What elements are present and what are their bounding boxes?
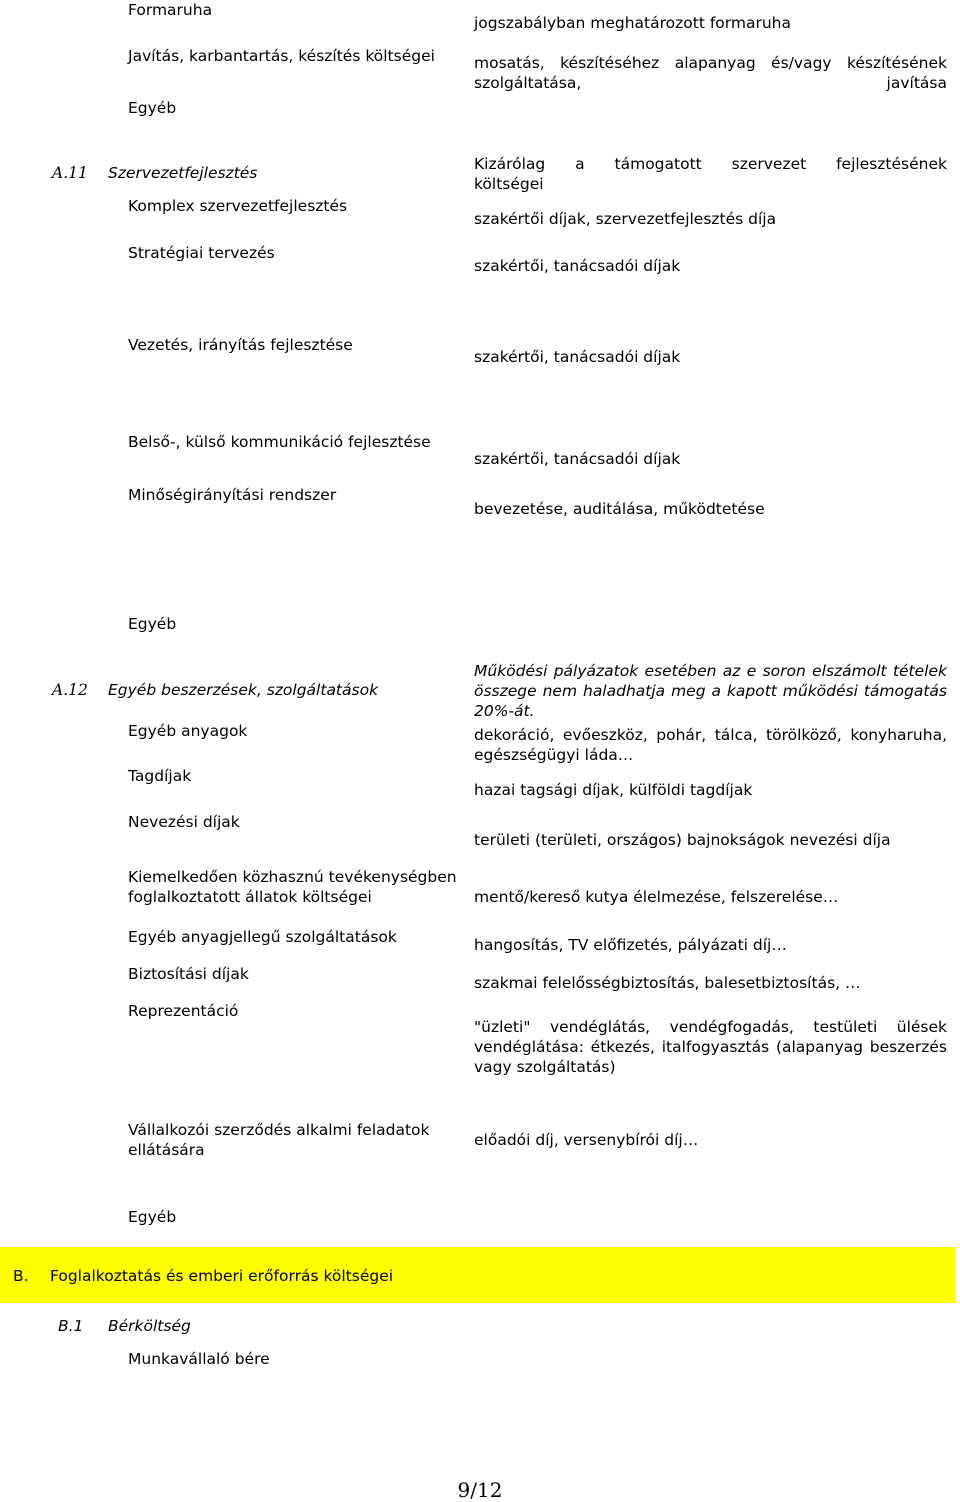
row-desc-formaruha: jogszabályban meghatározott formaruha [474, 14, 791, 32]
a11-item-desc-4: szakértői, tanácsadói díjak [474, 450, 681, 468]
a12-item-label-8: Vállalkozói szerződés alkalmi feladatok ellátására [128, 1121, 430, 1159]
a11-item-desc-5: bevezetése, auditálása, működtetése [474, 500, 765, 518]
row-label-formaruha: Formaruha [128, 1, 213, 19]
a12-item-desc-3: területi (területi, országos) bajnokságok nevezési díja [474, 831, 891, 849]
row-label-javitas: Javítás, karbantartás, készítés költségei [128, 47, 435, 65]
a12-item-desc-8: előadói díj, versenybírói díj… [474, 1131, 699, 1149]
a12-item-desc-1: dekoráció, evőeszköz, pohár, tálca, törölköző, konyharuha, egészségügyi láda… [474, 726, 947, 764]
section-title-b1: Bérköltség [108, 1317, 191, 1335]
section-code-a11: A.11 [52, 164, 88, 182]
a12-item-label-9: Egyéb [128, 1208, 177, 1226]
section-title-a12: Egyéb beszerzések, szolgáltatások [108, 681, 379, 699]
a11-item-label-5: Minőségirányítási rendszer [128, 486, 337, 504]
a12-item-desc-4: mentő/kereső kutya élelmezése, felszerelése… [474, 888, 839, 906]
section-title-a11: Szervezetfejlesztés [108, 164, 258, 182]
a12-item-desc-7: "üzleti" vendéglátás, vendégfogadás, testületi ülések vendéglátása: étkezés, italfogyasztás (alapanyag beszerzés vagy szolgáltatás) [474, 1018, 947, 1076]
row-desc-javitas: mosatás, készítéséhez alapanyag és/vagy készítésének szolgáltatása, javítása [474, 54, 947, 92]
section-note-a11-text: Kizárólag a támogatott szervezet fejlesztésének [474, 155, 947, 173]
a12-item-label-6: Biztosítási díjak [128, 965, 249, 983]
section-code-b1: B.1 [58, 1317, 84, 1335]
a11-item-label-4: Belső-, külső kommunikáció fejlesztése [128, 433, 431, 451]
a11-item-desc-1: szakértői díjak, szervezetfejlesztés díja [474, 210, 777, 228]
section-code-a12: A.12 [52, 681, 88, 699]
section-note-a12: Működési pályázatok esetében az e soron elszámolt tételek összege nem haladhatja meg a kapott működési támogatás 20%-át. [474, 662, 947, 720]
a12-item-desc-5: hangosítás, TV előfizetés, pályázati díj… [474, 936, 787, 954]
section-note-a11-text-cont: költségei [474, 175, 544, 193]
a12-item-label-5: Egyéb anyagjellegű szolgáltatások [128, 928, 397, 946]
a12-item-label-4: Kiemelkedően közhasznú tevékenységben foglalkoztatott állatok költségei [128, 868, 457, 906]
a12-item-desc-6: szakmai felelősségbiztosítás, balesetbiztosítás, … [474, 974, 861, 992]
a12-item-label-2: Tagdíjak [128, 767, 192, 785]
a11-item-desc-2: szakértői, tanácsadói díjak [474, 257, 681, 275]
section-code-b: B. [13, 1267, 29, 1285]
a12-item-label-7: Reprezentáció [128, 1002, 239, 1020]
page-number: 9/12 [457, 1478, 503, 1502]
section-note-a11 [474, 154, 947, 194]
a11-item-label-6: Egyéb [128, 615, 177, 633]
a11-item-desc-3: szakértői, tanácsadói díjak [474, 348, 681, 366]
a11-item-label-3: Vezetés, irányítás fejlesztése [128, 336, 353, 354]
row-label-egyeb-top: Egyéb [128, 99, 177, 117]
b1-item-label-1: Munkavállaló bére [128, 1350, 270, 1368]
section-title-b: Foglalkoztatás és emberi erőforrás költségei [50, 1267, 394, 1285]
a11-item-label-1: Komplex szervezetfejlesztés [128, 197, 348, 215]
a12-item-label-3: Nevezési díjak [128, 813, 240, 831]
a12-item-label-1: Egyéb anyagok [128, 722, 248, 740]
a11-item-label-2: Stratégiai tervezés [128, 244, 275, 262]
a12-item-desc-2: hazai tagsági díjak, külföldi tagdíjak [474, 781, 753, 799]
